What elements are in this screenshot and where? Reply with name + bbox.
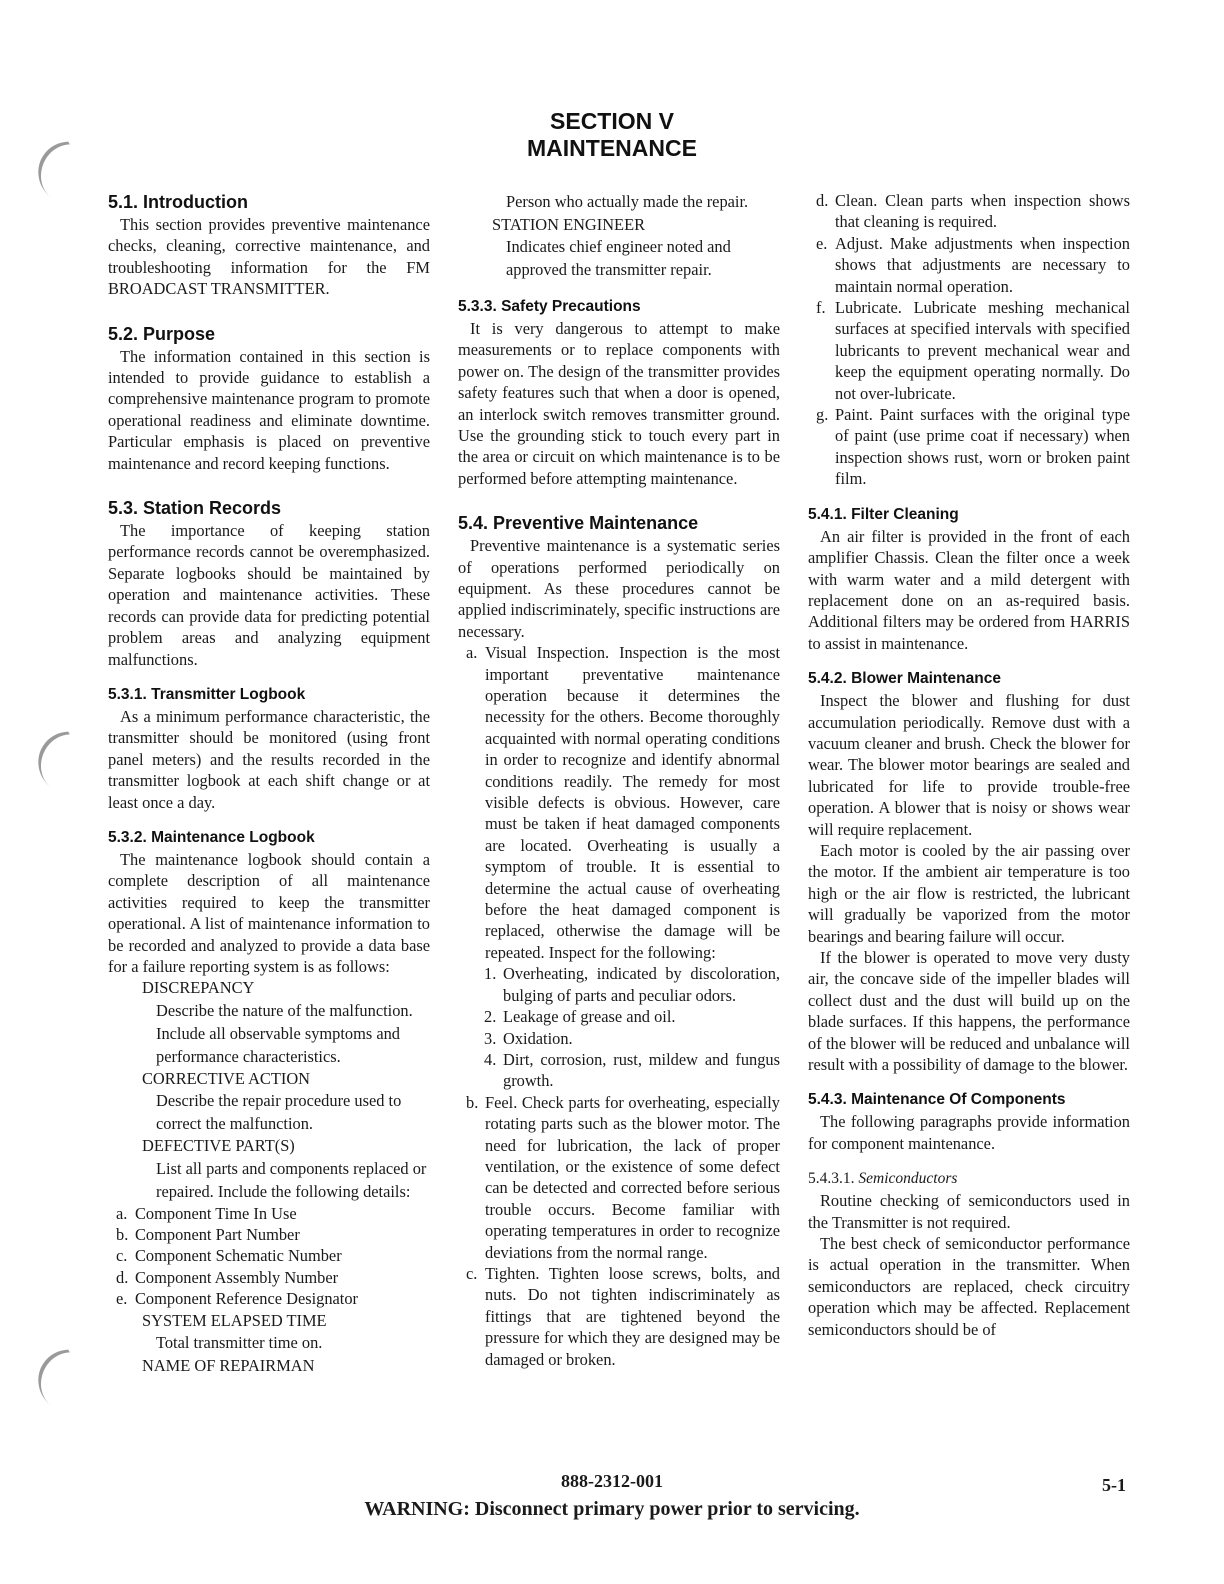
warning-footer: WARNING: Disconnect primary power prior to servicing. (364, 1498, 860, 1520)
paragraph-filter-cleaning: An air filter is provided in the front of each amplifier Chassis. Clean the filter once a week with warm water and a mild detergent with replacement done on an as-required basis. Additional filters may be ordered from HARRIS to assist in maintenance. (808, 526, 1130, 653)
heading-safety-precautions: 5.3.3. Safety Precautions (458, 297, 641, 315)
paragraph-maintenance-of-components: The following paragraphs provide information for component maintenance. (808, 1112, 1130, 1153)
log-entry-description: Total transmitter time on. (156, 1333, 323, 1353)
paragraph-blower-maintenance: Each motor is cooled by the air passing over the motor. If the ambient air temperature is too high or the air flow is restricted, the lubricant will gradually be vaporized from the motor bearings and bearing failure will occur. (808, 840, 1130, 946)
heading-purpose: 5.2. Purpose (108, 323, 216, 344)
binder-punch-mark (26, 1337, 114, 1424)
log-entry-description: Indicates chief engineer noted and approved the transmitter repair. (506, 236, 731, 280)
heading-maintenance-of-components: 5.4.3. Maintenance Of Components (808, 1091, 1066, 1109)
list-item: c. Tighten. Tighten loose screws, bolts, and nuts. Do not tighten indiscriminately as fittings that are tightened beyond the pressure for which they are designed may be damaged or broken. (466, 1263, 780, 1369)
log-entry-label: NAME OF REPAIRMAN (142, 1355, 315, 1375)
paragraph-maintenance-logbook: The maintenance logbook should contain a complete description of all maintenance activities required to keep the transmitter operational. A list of maintenance information to be recorded and analyzed to provide a data base for a failure reporting system is as follows: (108, 849, 430, 976)
list-item: f. Lubricate. Lubricate meshing mechanical surfaces at specified intervals with specified lubricants to prevent mechanical wear and keep the equipment operating normally. Do not over-lubricate. (816, 298, 1130, 403)
heading-preventive-maintenance: 5.4. Preventive Maintenance (458, 513, 699, 534)
log-entry-description: Describe the nature of the malfunction. Include all observable symptoms and performance characteristics. (156, 1000, 413, 1066)
paragraph-preventive-maintenance: Preventive maintenance is a systematic series of operations performed periodically on equipment. As these procedures cannot be applied indiscriminately, specific instructions are necessary. (458, 536, 780, 641)
heading-filter-cleaning: 5.4.1. Filter Cleaning (808, 505, 959, 523)
binder-punch-mark (26, 719, 114, 806)
paragraph-semiconductors: The best check of semiconductor performance is actual operation in the transmitter. When semiconductors are replaced, check circuitry operation which may be affected. Replacement semiconductors should be of (808, 1234, 1130, 1339)
column-left (108, 190, 430, 1376)
list-item: a. Component Time In Use (116, 1203, 297, 1223)
section-name: MAINTENANCE (527, 135, 697, 161)
list-item: 3. Oxidation. (484, 1028, 573, 1048)
list-item: b. Component Part Number (116, 1225, 300, 1244)
list-item: e. Component Reference Designator (116, 1289, 359, 1309)
log-entry-label: STATION ENGINEER (492, 214, 646, 234)
list-item: 1. Overheating, indicated by discoloration, bulging of parts and peculiar odors. (484, 964, 780, 1005)
heading-introduction: 5.1. Introduction (108, 192, 249, 212)
log-entry-label: SYSTEM ELAPSED TIME (142, 1310, 327, 1330)
paragraph-purpose: The information contained in this section is intended to provide guidance to establish a comprehensive maintenance program to promote operational readiness and eliminate downtime. Particular emphasis is placed on preventive maintenance and record keeping functions. (108, 346, 430, 473)
list-item: 4. Dirt, corrosion, rust, mildew and fungus growth. (484, 1049, 780, 1091)
log-entry-label: DISCREPANCY (142, 978, 255, 998)
column-middle (458, 190, 780, 1370)
log-entry-label: CORRECTIVE ACTION (142, 1068, 311, 1088)
paragraph-station-records: The importance of keeping station performance records cannot be overemphasized. Separate logbooks should be maintained by operation and maintenance activities. These records can provide data for predicting potential problem areas and analyzing equipment malfunctions. (108, 521, 430, 669)
log-entry-description: List all parts and components replaced or repaired. Include the following details: (156, 1158, 427, 1201)
heading-blower-maintenance: 5.4.2. Blower Maintenance (808, 670, 1001, 688)
section-number: SECTION V (550, 108, 674, 134)
heading-maintenance-logbook: 5.3.2. Maintenance Logbook (108, 828, 315, 846)
paragraph-transmitter-logbook: As a minimum performance characteristic, the transmitter should be monitored (using front panel meters) and the results recorded in the transmitter logbook at each shift change or at least once a day. (108, 706, 430, 812)
heading-semiconductors: 5.4.3.1. Semiconductors (808, 1170, 958, 1188)
paragraph-semiconductors: Routine checking of semiconductors used in the Transmitter is not required. (808, 1191, 1130, 1232)
list-item: 2. Leakage of grease and oil. (484, 1007, 676, 1027)
heading-transmitter-logbook: 5.3.1. Transmitter Logbook (108, 685, 306, 703)
list-item: b. Feel. Check parts for overheating, especially rotating parts such as the blower motor. The need for lubrication, the lack of proper ventilation, or the existence of some defect can be detected and corrected before serious trouble occurs. Become familiar with operating temperatures in order to recognize deviations from the normal range. (466, 1092, 780, 1262)
heading-station-records: 5.3. Station Records (108, 498, 282, 519)
paragraph-introduction: This section provides preventive maintenance checks, cleaning, corrective maintenance, and troubleshooting information for the FM BROADCAST TRANSMITTER. (108, 215, 430, 299)
paragraph-blower-maintenance: If the blower is operated to move very dusty air, the concave side of the impeller blades will collect dust and the dust will build up on the blade surfaces. If this happens, the performance of the blower will be reduced and unbalance will result with a possibility of damage to the blower. (808, 948, 1130, 1075)
column-right (808, 190, 1130, 1340)
list-item: e. Adjust. Make adjustments when inspection shows that adjustments are necessary to maintain normal operation. (816, 233, 1130, 296)
log-entry-description: Person who actually made the repair. (506, 192, 749, 211)
list-item: g. Paint. Paint surfaces with the original type of paint (use prime coat if necessary) when inspection shows rust, worn or broken paint film. (816, 405, 1130, 489)
paragraph-blower-maintenance: Inspect the blower and flushing for dust accumulation periodically. Remove dust with a vacuum cleaner and brush. Check the blower for wear. The blower motor bearings are sealed and lubricated for life to provide trouble-free operation. A blower that is noisy or shows wear will require replacement. (808, 691, 1130, 839)
list-item: a. Visual Inspection. Inspection is the most important preventative maintenance operation because it determines the necessity for the others. Become thoroughly acquainted with normal operating conditions in order to recognize and identify abnormal conditions readily. The remedy for most visible defects is obvious. However, care must be taken if heat damaged components are located. Overheating is usually a symptom of trouble. It is essential to determine the actual cause of overheating before the heat damaged component is replaced, otherwise the damage will be repeated. Inspect for the following: (466, 643, 780, 962)
list-item: d. Component Assembly Number (116, 1267, 339, 1287)
log-entry-description: Describe the repair procedure used to correct the malfunction. (156, 1091, 402, 1134)
list-item: c. Component Schematic Number (116, 1246, 342, 1266)
section-title (0, 108, 1224, 162)
document-number: 888-2312-001 (561, 1471, 663, 1491)
paragraph-safety-precautions: It is very dangerous to attempt to make measurements or to replace components with power on. The design of the transmitter provides safety features such that when a door is opened, an interlock switch removes transmitter ground. Use the grounding stick to touch every part in the area or circuit on which maintenance is to be performed before attempting maintenance. (458, 318, 780, 488)
log-entry-label: DEFECTIVE PART(S) (142, 1136, 295, 1156)
page-number: 5-1 (1102, 1475, 1126, 1495)
list-item: d. Clean. Clean parts when inspection shows that cleaning is required. (816, 191, 1130, 232)
